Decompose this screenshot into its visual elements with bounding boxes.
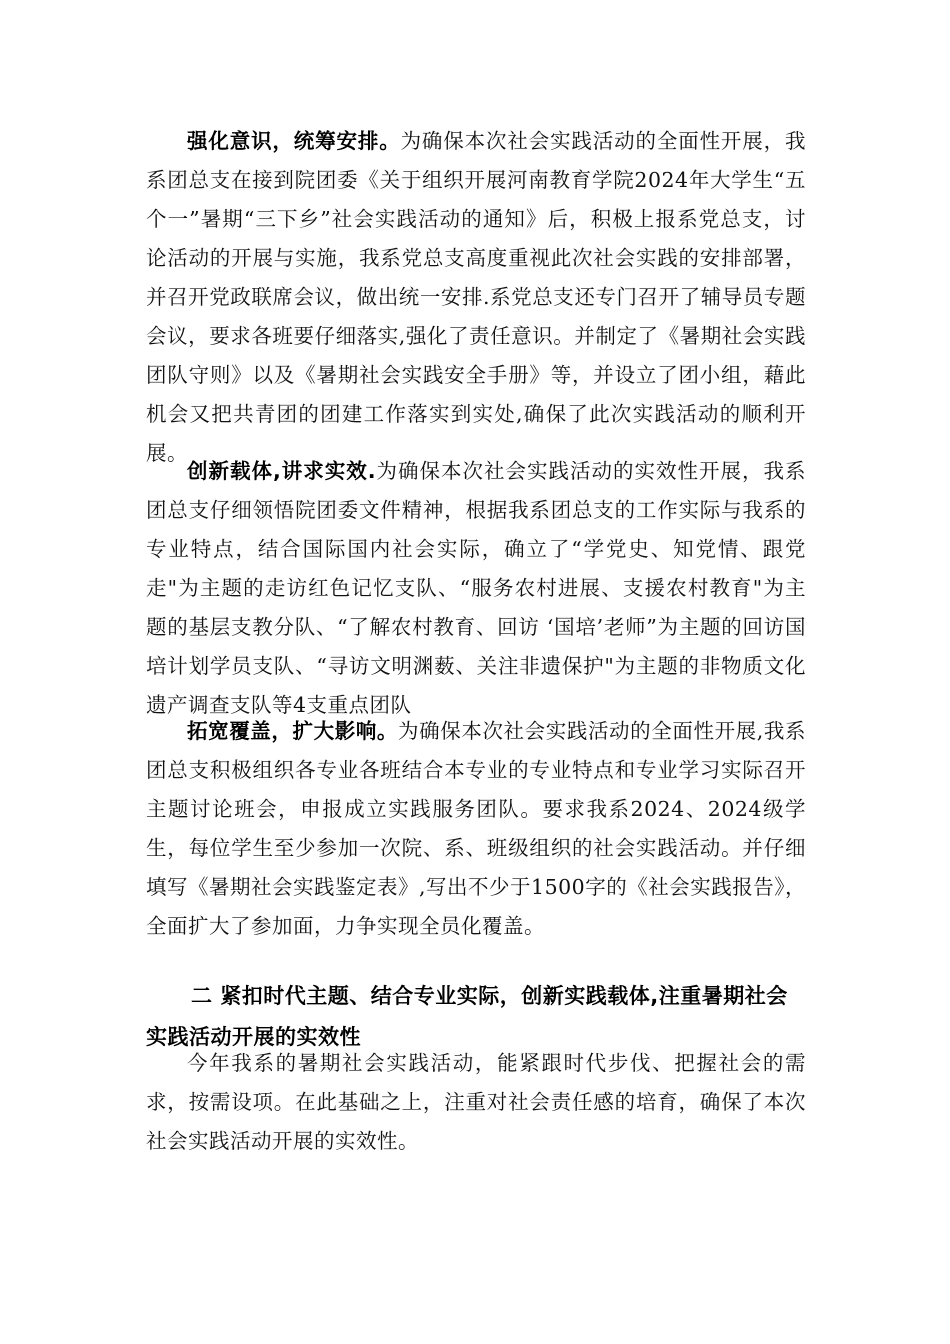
paragraph-expand-coverage — [146, 712, 806, 946]
paragraph-body: 为确保本次社会实践活动的全面性开展，我系团总支在接到院团委《关于组织开展河南教育学院2024年大学生“五个一”暑期“三下乡”社会实践活动的通知》后，积极上报系党总支，讨论活动的开展与实施，我系党总支高度重视此次社会实践的安排部署，并召开党政联席会议，做出统一安排.系党总支还专门召开了辅导员专题会议，要求各班要仔细落实,强化了责任意识。并制定了《暑期社会实践团队守则》以及《暑期社会实践安全手册》等，并设立了团小组，藉此机会又把共青团的团建工作落实到实处,确保了此次实践活动的顺利开展。 — [146, 129, 807, 465]
paragraph-body: 为确保本次社会实践活动的实效性开展，我系团总支仔细领悟院团委文件精神，根据我系团总支的工作实际与我系的专业特点，结合国际国内社会实际，确立了“学党史、知党情、跟党走"为主题的走访红色记忆支队、“服务农村进展、支援农村教育"为主题的基层支教分队、“了解农村教育、回访 ‘国培’老师”为主题的回访国培计划学员支队、“寻访文明渊薮、关注非遗保护"为主题的非物质文化遗产调查支队等4支重点团队 — [146, 459, 807, 717]
paragraph-lead: 创新载体,讲求实效. — [187, 459, 377, 483]
paragraph-body: 为确保本次社会实践活动的全面性开展,我系团总支积极组织各专业各班结合本专业的专业特点和专业学习实际召开主题讨论班会，申报成立实践服务团队。要求我系2024、2024级学生，每位学生至少参加一次院、系、班级组织的社会实践活动。并仔细填写《暑期社会实践鉴定表》,写出不少于1500字的《社会实践报告》，全面扩大了参加面，力争实现全员化覆盖。 — [146, 719, 807, 938]
paragraph-lead: 强化意识，统筹安排。 — [187, 129, 401, 153]
closing-paragraph: 今年我系的暑期社会实践活动，能紧跟时代步伐、把握社会的需求，按需设项。在此基础之上，注重对社会责任感的培育，确保了本次社会实践活动开展的实效性。 — [146, 1051, 806, 1153]
paragraph-lead: 拓宽覆盖，扩大影响。 — [187, 719, 399, 743]
paragraph-strengthen-awareness — [146, 122, 806, 473]
paragraph-innovate-carrier — [146, 452, 806, 725]
section-heading: 二 紧扣时代主题、结合专业实际，创新实践载体,注重暑期社会实践活动开展的实效性 — [146, 984, 788, 1049]
